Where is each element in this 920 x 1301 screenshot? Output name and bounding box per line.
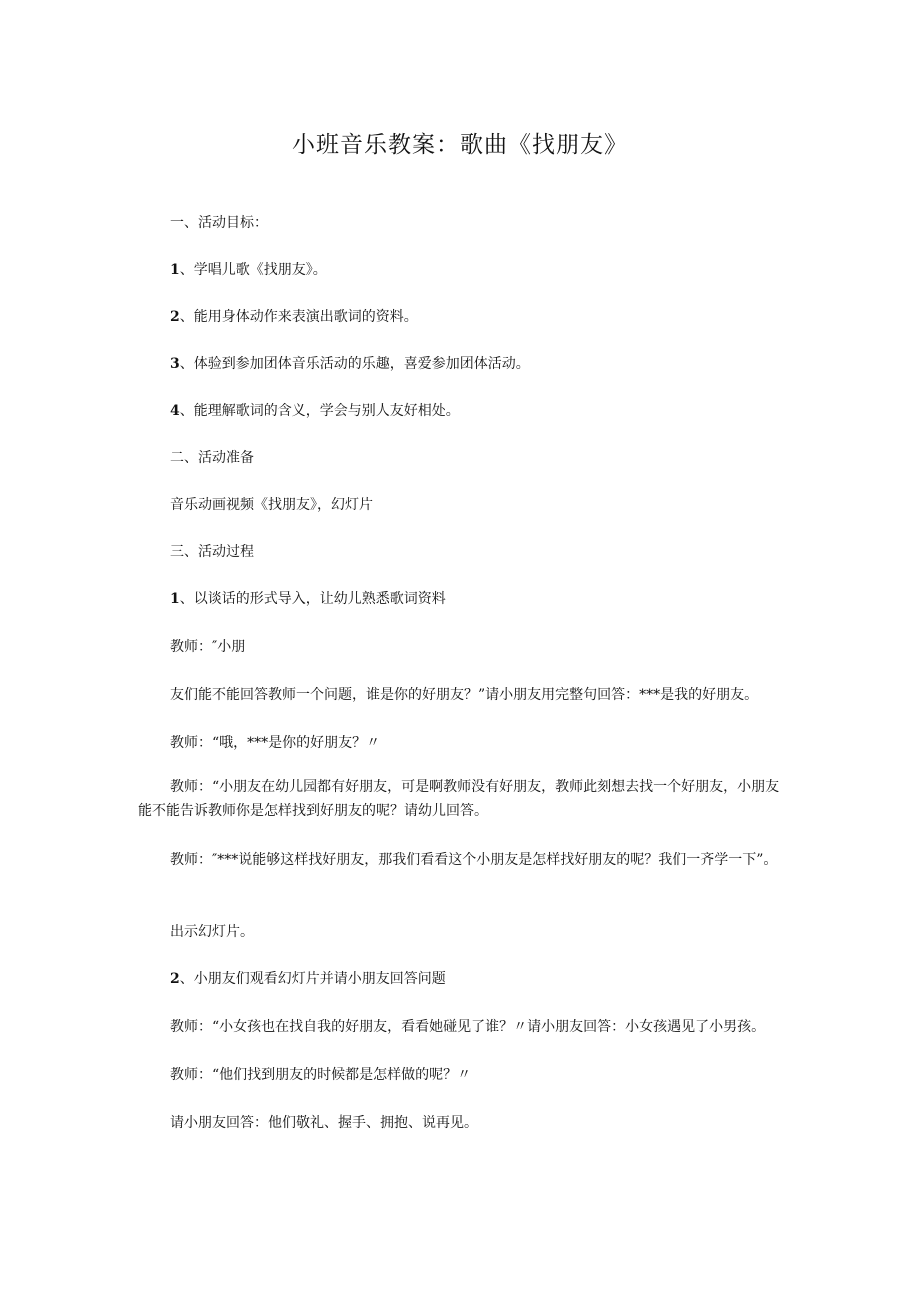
- teacher-line-5: 教师：“小女孩也在找自我的好朋友，看看她碰见了谁？〃请小朋友回答：小女孩遇见了小男孩。: [170, 1019, 766, 1035]
- show-slide-line: 出示幻灯片。: [170, 924, 254, 940]
- section-heading-process: 三、活动过程: [170, 544, 254, 560]
- step-number: 1: [170, 591, 180, 607]
- goal-text: 、能用身体动作来表演出歌词的资料。: [179, 309, 418, 325]
- goal-text: 、体验到参加团体音乐活动的乐趣，喜爱参加团体活动。: [179, 356, 530, 372]
- teacher-line-6: 教师：“他们找到朋友的时候都是怎样做的呢？〃: [170, 1067, 472, 1083]
- step-text: 、以谈话的形式导入，让幼儿熟悉歌词资料: [179, 591, 446, 607]
- teacher-line-1: 教师：″小朋: [170, 639, 246, 655]
- goal-text: 、学唱儿歌《找朋友》。: [179, 262, 327, 278]
- goal-item-3: [170, 353, 530, 375]
- teacher-paragraph-4: 教师：″***说能够这样找好朋友，那我们看看这个小朋友是怎样找好朋友的呢？我们一齐学一下”。: [170, 852, 778, 868]
- goal-number: 2: [170, 309, 180, 325]
- goal-number: 1: [170, 262, 180, 278]
- goal-item-1: [170, 259, 327, 281]
- goal-item-4: [170, 400, 460, 422]
- section-heading-goals: 一、活动目标：: [170, 215, 268, 231]
- teacher-line-2: 教师：“哦，***是你的好朋友？〃: [170, 735, 381, 751]
- step-1-heading: [170, 588, 446, 610]
- goal-text: 、能理解歌词的含义，学会与别人友好相处。: [179, 403, 460, 419]
- children-answer: 请小朋友回答：他们敬礼、握手、拥抱、说再见。: [170, 1115, 478, 1131]
- goal-number: 3: [170, 356, 180, 372]
- preparation-content: 音乐动画视频《找朋友》，幻灯片: [170, 497, 373, 513]
- step-text: 、小朋友们观看幻灯片并请小朋友回答问题: [179, 971, 446, 987]
- document-title: 小班音乐教案：歌曲《找朋友》: [292, 132, 628, 158]
- step-2-heading: [170, 968, 446, 990]
- goal-item-2: [170, 306, 418, 328]
- teacher-paragraph-3: 教师：“小朋友在幼儿园都有好朋友，可是啊教师没有好朋友，教师此刻想去找一个好朋友，小朋友能不能告诉教师你是怎样找到好朋友的呢？请幼儿回答。: [138, 779, 780, 819]
- step-number: 2: [170, 971, 180, 987]
- friends-question: 友们能不能回答教师一个问题，谁是你的好朋友？”请小朋友用完整句回答：***是我的好朋友。: [170, 687, 759, 703]
- section-heading-preparation: 二、活动准备: [170, 450, 254, 466]
- goal-number: 4: [170, 403, 180, 419]
